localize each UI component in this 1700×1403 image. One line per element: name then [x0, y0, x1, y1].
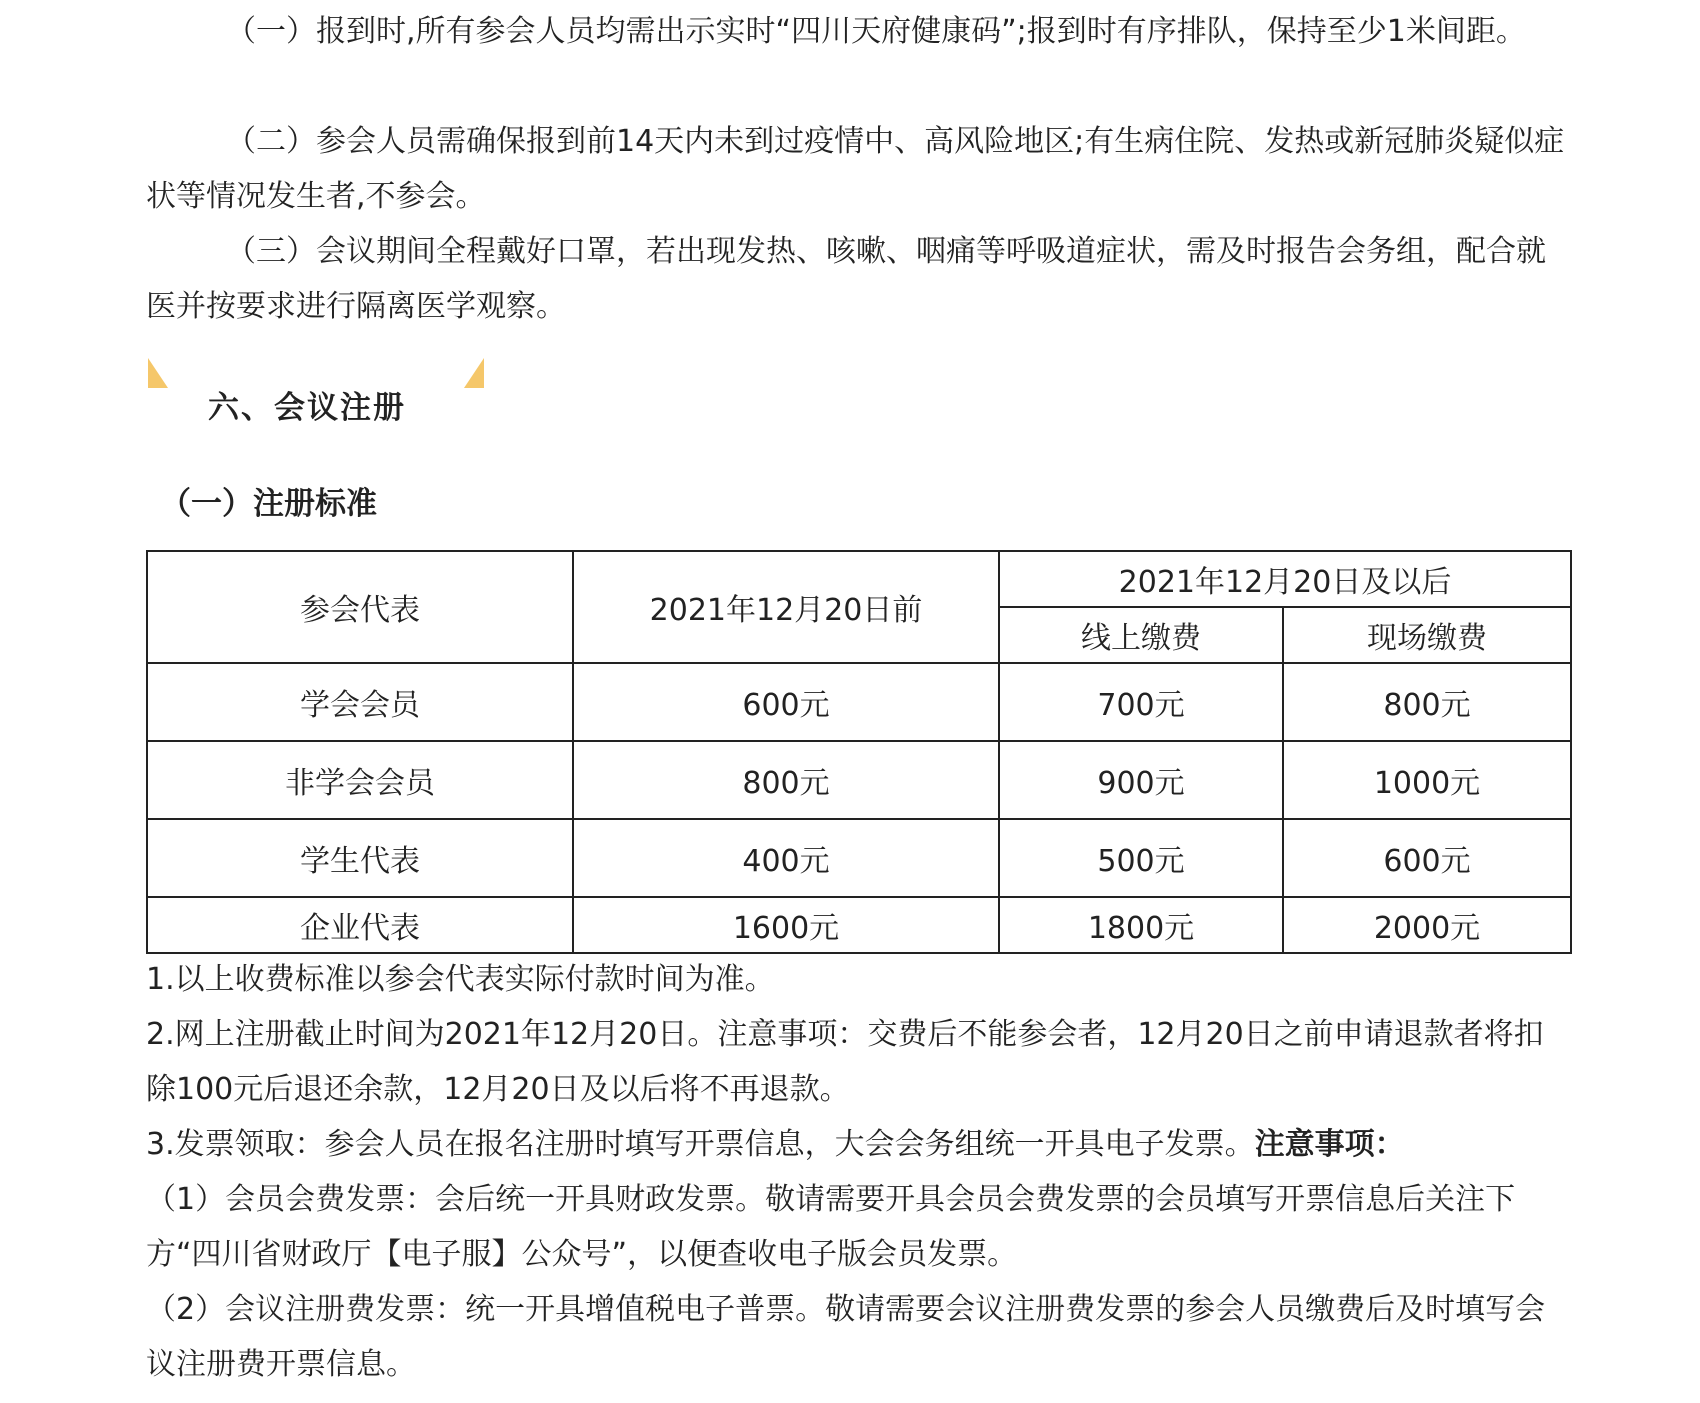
intro-paragraph-1: （一）报到时,所有参会人员均需出示实时“四川天府健康码”;报到时有序排队，保持至少1米间距。: [226, 14, 1526, 49]
note-1: 1.以上收费标准以参会代表实际付款时间为准。: [146, 962, 775, 997]
cell-fee-before: 1600元: [573, 897, 999, 953]
note-3-text: 3.发票领取：参会人员在报名注册时填写开票信息，大会会务组统一开具电子发票。: [146, 1127, 1255, 1162]
cell-fee-onsite: 2000元: [1283, 897, 1571, 953]
table-row: [147, 663, 1571, 741]
header-delegate: 参会代表: [147, 551, 573, 663]
heading-corner-left-decoration: [148, 358, 168, 388]
header-before-date: 2021年12月20日前: [573, 551, 999, 663]
cell-fee-onsite: 1000元: [1283, 741, 1571, 819]
section-heading: [146, 352, 506, 426]
table-row: [147, 819, 1571, 897]
cell-delegate-type: 企业代表: [147, 897, 573, 953]
header-online-payment: 线上缴费: [999, 607, 1283, 663]
cell-fee-online: 700元: [999, 663, 1283, 741]
sub-heading: （一）注册标准: [160, 486, 377, 522]
intro-paragraph-2: （二）参会人员需确保报到前14天内未到过疫情中、高风险地区;有生病住院、发热或新冠肺炎疑似症状等情况发生者,不参会。: [146, 124, 1565, 214]
cell-delegate-type: 非学会会员: [147, 741, 573, 819]
table-header-row: [147, 551, 1571, 607]
note-5: （2）会议注册费发票：统一开具增值税电子普票。敬请需要会议注册费发票的参会人员缴费后及时填写会议注册费开票信息。: [146, 1292, 1546, 1382]
cell-fee-onsite: 600元: [1283, 819, 1571, 897]
table-row: [147, 897, 1571, 953]
heading-corner-right-decoration: [464, 358, 484, 388]
registration-fee-table: [146, 550, 1572, 954]
note-2: 2.网上注册截止时间为2021年12月20日。注意事项：交费后不能参会者，12月20日之前申请退款者将扣除100元后退还余款，12月20日及以后将不再退款。: [146, 1017, 1544, 1107]
cell-fee-online: 500元: [999, 819, 1283, 897]
note-4: （1）会员会费发票：会后统一开具财政发票。敬请需要开具会员会费发票的会员填写开票信息后关注下方“四川省财政厅【电子服】公众号”，以便查收电子版会员发票。: [146, 1182, 1516, 1272]
note-3-bold: 注意事项：: [1254, 1127, 1405, 1162]
cell-fee-before: 800元: [573, 741, 999, 819]
cell-fee-before: 600元: [573, 663, 999, 741]
note-3: [146, 1117, 1566, 1172]
cell-fee-online: 900元: [999, 741, 1283, 819]
header-onsite-payment: 现场缴费: [1283, 607, 1571, 663]
table-row: [147, 741, 1571, 819]
cell-fee-before: 400元: [573, 819, 999, 897]
cell-fee-onsite: 800元: [1283, 663, 1571, 741]
section-title: 六、会议注册: [208, 390, 406, 426]
intro-paragraph-3: （三）会议期间全程戴好口罩，若出现发热、咳嗽、咽痛等呼吸道症状，需及时报告会务组，配合就医并按要求进行隔离医学观察。: [146, 234, 1546, 324]
cell-fee-online: 1800元: [999, 897, 1283, 953]
header-after-date: 2021年12月20日及以后: [999, 551, 1571, 607]
cell-delegate-type: 学会会员: [147, 663, 573, 741]
cell-delegate-type: 学生代表: [147, 819, 573, 897]
